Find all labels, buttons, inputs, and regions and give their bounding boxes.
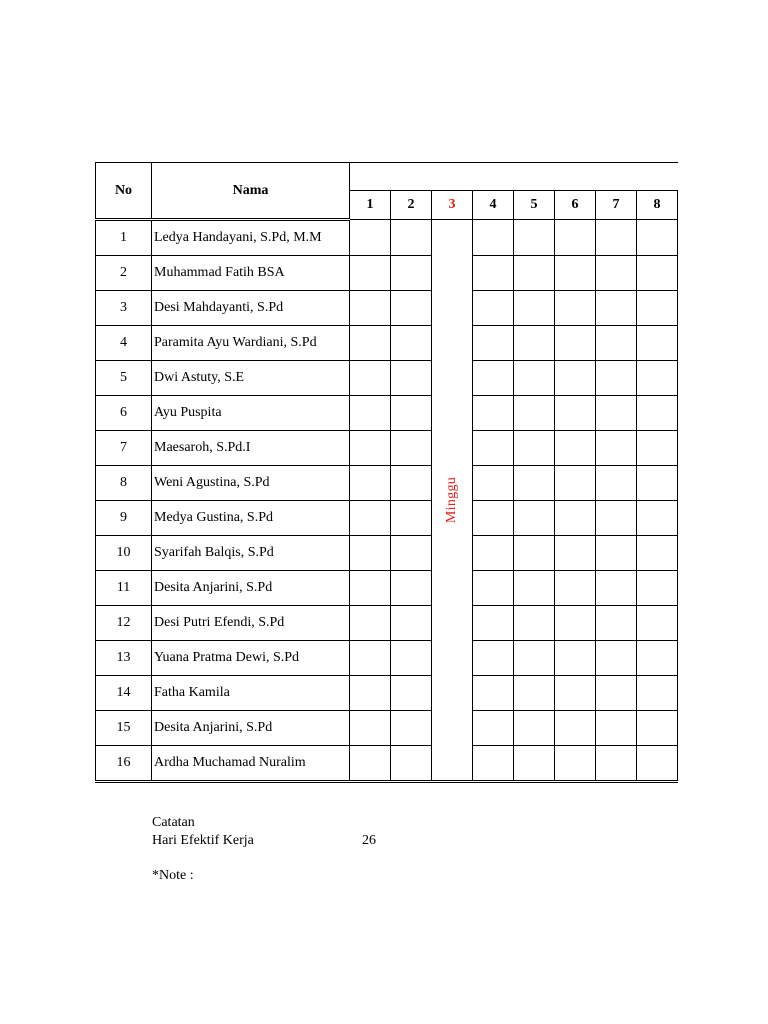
header-date-group: [350, 163, 678, 191]
table-row: [96, 326, 678, 361]
attendance-cell[interactable]: [596, 220, 637, 256]
attendance-cell[interactable]: [555, 466, 596, 501]
table-row: [96, 396, 678, 431]
day-header-4: 4: [473, 191, 514, 220]
row-no: 6: [96, 396, 152, 431]
table-row: [96, 746, 678, 782]
row-nama: Dwi Astuty, S.E: [152, 361, 350, 396]
attendance-cell[interactable]: [637, 606, 678, 641]
row-no: 1: [96, 220, 152, 256]
attendance-cell[interactable]: [391, 220, 432, 256]
attendance-cell[interactable]: [555, 676, 596, 711]
row-nama: Paramita Ayu Wardiani, S.Pd: [152, 326, 350, 361]
attendance-cell[interactable]: [350, 466, 391, 501]
row-nama: Yuana Pratma Dewi, S.Pd: [152, 641, 350, 676]
attendance-cell[interactable]: [637, 536, 678, 571]
attendance-cell[interactable]: [514, 676, 555, 711]
attendance-cell[interactable]: [596, 361, 637, 396]
attendance-cell[interactable]: [514, 220, 555, 256]
attendance-cell[interactable]: [391, 606, 432, 641]
table-row: [96, 606, 678, 641]
row-no: 3: [96, 291, 152, 326]
attendance-cell[interactable]: [555, 711, 596, 746]
row-nama: Fatha Kamila: [152, 676, 350, 711]
attendance-cell[interactable]: [350, 501, 391, 536]
table-row: [96, 220, 678, 256]
attendance-cell[interactable]: [514, 291, 555, 326]
attendance-cell[interactable]: [596, 746, 637, 782]
attendance-cell[interactable]: [473, 641, 514, 676]
attendance-cell[interactable]: [391, 711, 432, 746]
attendance-cell[interactable]: [473, 676, 514, 711]
attendance-cell[interactable]: [514, 746, 555, 782]
attendance-cell[interactable]: [555, 746, 596, 782]
row-nama: Ardha Muchamad Nuralim: [152, 746, 350, 782]
attendance-cell[interactable]: [391, 256, 432, 291]
attendance-cell[interactable]: [637, 711, 678, 746]
attendance-cell[interactable]: [596, 641, 637, 676]
attendance-cell[interactable]: [555, 536, 596, 571]
row-no: 4: [96, 326, 152, 361]
attendance-cell[interactable]: [473, 536, 514, 571]
attendance-cell[interactable]: [473, 746, 514, 782]
attendance-cell[interactable]: [555, 256, 596, 291]
attendance-cell[interactable]: [637, 396, 678, 431]
attendance-cell[interactable]: [473, 396, 514, 431]
table-row: [96, 641, 678, 676]
attendance-cell[interactable]: [350, 291, 391, 326]
row-nama: Ayu Puspita: [152, 396, 350, 431]
attendance-cell[interactable]: [596, 396, 637, 431]
attendance-cell[interactable]: [596, 326, 637, 361]
attendance-cell[interactable]: [391, 466, 432, 501]
attendance-cell[interactable]: [596, 291, 637, 326]
attendance-cell[interactable]: [391, 431, 432, 466]
attendance-cell[interactable]: [555, 326, 596, 361]
attendance-cell[interactable]: [391, 501, 432, 536]
attendance-cell[interactable]: [350, 220, 391, 256]
attendance-cell[interactable]: [596, 256, 637, 291]
attendance-cell[interactable]: [350, 536, 391, 571]
attendance-cell[interactable]: [473, 220, 514, 256]
attendance-cell[interactable]: [637, 220, 678, 256]
attendance-cell[interactable]: [555, 396, 596, 431]
attendance-cell[interactable]: [555, 220, 596, 256]
attendance-cell[interactable]: [514, 711, 555, 746]
attendance-cell[interactable]: [555, 501, 596, 536]
day-header-6: 6: [555, 191, 596, 220]
attendance-cell[interactable]: [391, 571, 432, 606]
attendance-cell[interactable]: [350, 256, 391, 291]
row-nama: Syarifah Balqis, S.Pd: [152, 536, 350, 571]
row-no: 13: [96, 641, 152, 676]
attendance-cell[interactable]: [350, 361, 391, 396]
attendance-cell[interactable]: [637, 746, 678, 782]
attendance-cell[interactable]: [637, 571, 678, 606]
attendance-cell[interactable]: [596, 711, 637, 746]
attendance-cell[interactable]: [555, 571, 596, 606]
attendance-cell[interactable]: [637, 501, 678, 536]
row-nama: Desi Mahdayanti, S.Pd: [152, 291, 350, 326]
attendance-table: [95, 162, 678, 783]
attendance-cell[interactable]: [596, 571, 637, 606]
note-label: *Note :: [152, 868, 194, 883]
row-nama: Desita Anjarini, S.Pd: [152, 711, 350, 746]
row-nama: Maesaroh, S.Pd.I: [152, 431, 350, 466]
attendance-cell[interactable]: [391, 396, 432, 431]
attendance-cell[interactable]: [514, 361, 555, 396]
attendance-cell[interactable]: [596, 431, 637, 466]
attendance-cell[interactable]: [514, 466, 555, 501]
attendance-cell[interactable]: [637, 361, 678, 396]
attendance-cell[interactable]: [350, 571, 391, 606]
attendance-cell[interactable]: [473, 711, 514, 746]
attendance-cell[interactable]: [637, 431, 678, 466]
attendance-cell[interactable]: [596, 501, 637, 536]
attendance-cell[interactable]: [350, 326, 391, 361]
row-no: 12: [96, 606, 152, 641]
attendance-cell[interactable]: [514, 606, 555, 641]
attendance-cell[interactable]: [391, 536, 432, 571]
table-row: [96, 361, 678, 396]
attendance-cell[interactable]: [514, 396, 555, 431]
attendance-cell[interactable]: [555, 606, 596, 641]
row-nama: Muhammad Fatih BSA: [152, 256, 350, 291]
attendance-cell[interactable]: [637, 291, 678, 326]
row-no: 2: [96, 256, 152, 291]
row-no: 8: [96, 466, 152, 501]
attendance-cell[interactable]: [555, 291, 596, 326]
attendance-cell[interactable]: [473, 571, 514, 606]
header-nama: Nama: [152, 163, 350, 220]
attendance-cell[interactable]: [514, 641, 555, 676]
attendance-cell[interactable]: [473, 501, 514, 536]
row-no: 16: [96, 746, 152, 782]
attendance-cell[interactable]: [350, 606, 391, 641]
attendance-cell[interactable]: [473, 431, 514, 466]
attendance-cell[interactable]: [391, 746, 432, 782]
table-row: [96, 711, 678, 746]
attendance-cell[interactable]: [514, 571, 555, 606]
row-no: 9: [96, 501, 152, 536]
attendance-cell[interactable]: [555, 641, 596, 676]
attendance-cell[interactable]: [596, 606, 637, 641]
attendance-cell[interactable]: [391, 326, 432, 361]
table-row: [96, 571, 678, 606]
attendance-cell[interactable]: [596, 676, 637, 711]
day-header-3: 3: [432, 191, 473, 220]
table-row: [96, 466, 678, 501]
table-row: [96, 676, 678, 711]
row-nama: Desita Anjarini, S.Pd: [152, 571, 350, 606]
attendance-cell[interactable]: [473, 256, 514, 291]
row-nama: Ledya Handayani, S.Pd, M.M: [152, 220, 350, 256]
attendance-cell[interactable]: [637, 326, 678, 361]
row-nama: Desi Putri Efendi, S.Pd: [152, 606, 350, 641]
row-no: 5: [96, 361, 152, 396]
row-no: 14: [96, 676, 152, 711]
row-nama: Weni Agustina, S.Pd: [152, 466, 350, 501]
header-no: No: [96, 163, 152, 220]
row-no: 10: [96, 536, 152, 571]
attendance-cell[interactable]: [391, 641, 432, 676]
row-no: 7: [96, 431, 152, 466]
attendance-cell[interactable]: [473, 466, 514, 501]
holiday-label: Minggu: [444, 476, 459, 524]
hari-efektif-value: 26: [362, 833, 376, 848]
attendance-cell[interactable]: [350, 746, 391, 782]
day-header-7: 7: [596, 191, 637, 220]
attendance-cell[interactable]: [637, 466, 678, 501]
attendance-cell[interactable]: [514, 501, 555, 536]
attendance-cell[interactable]: [473, 361, 514, 396]
holiday-column: [432, 220, 473, 782]
row-nama: Medya Gustina, S.Pd: [152, 501, 350, 536]
day-header-8: 8: [637, 191, 678, 220]
attendance-cell[interactable]: [514, 431, 555, 466]
attendance-cell[interactable]: [637, 641, 678, 676]
attendance-cell[interactable]: [473, 291, 514, 326]
attendance-cell[interactable]: [514, 256, 555, 291]
table-row: [96, 291, 678, 326]
attendance-cell[interactable]: [596, 466, 637, 501]
row-no: 11: [96, 571, 152, 606]
table-row: [96, 501, 678, 536]
day-header-1: 1: [350, 191, 391, 220]
attendance-cell[interactable]: [637, 676, 678, 711]
attendance-cell[interactable]: [391, 361, 432, 396]
attendance-cell[interactable]: [350, 396, 391, 431]
attendance-cell[interactable]: [350, 431, 391, 466]
row-no: 15: [96, 711, 152, 746]
attendance-cell[interactable]: [514, 536, 555, 571]
table-row: [96, 536, 678, 571]
attendance-cell[interactable]: [350, 676, 391, 711]
table-row: [96, 256, 678, 291]
attendance-cell[interactable]: [391, 676, 432, 711]
day-header-2: 2: [391, 191, 432, 220]
attendance-cell[interactable]: [514, 326, 555, 361]
attendance-cell[interactable]: [555, 361, 596, 396]
attendance-cell[interactable]: [473, 326, 514, 361]
attendance-cell[interactable]: [637, 256, 678, 291]
attendance-cell[interactable]: [473, 606, 514, 641]
attendance-cell[interactable]: [350, 711, 391, 746]
catatan-label: Catatan: [152, 815, 195, 830]
attendance-cell[interactable]: [350, 641, 391, 676]
attendance-cell[interactable]: [391, 291, 432, 326]
attendance-cell[interactable]: [596, 536, 637, 571]
table-row: [96, 431, 678, 466]
attendance-cell[interactable]: [555, 431, 596, 466]
day-header-5: 5: [514, 191, 555, 220]
table-body: [96, 220, 678, 782]
hari-efektif-label: Hari Efektif Kerja: [152, 833, 254, 848]
